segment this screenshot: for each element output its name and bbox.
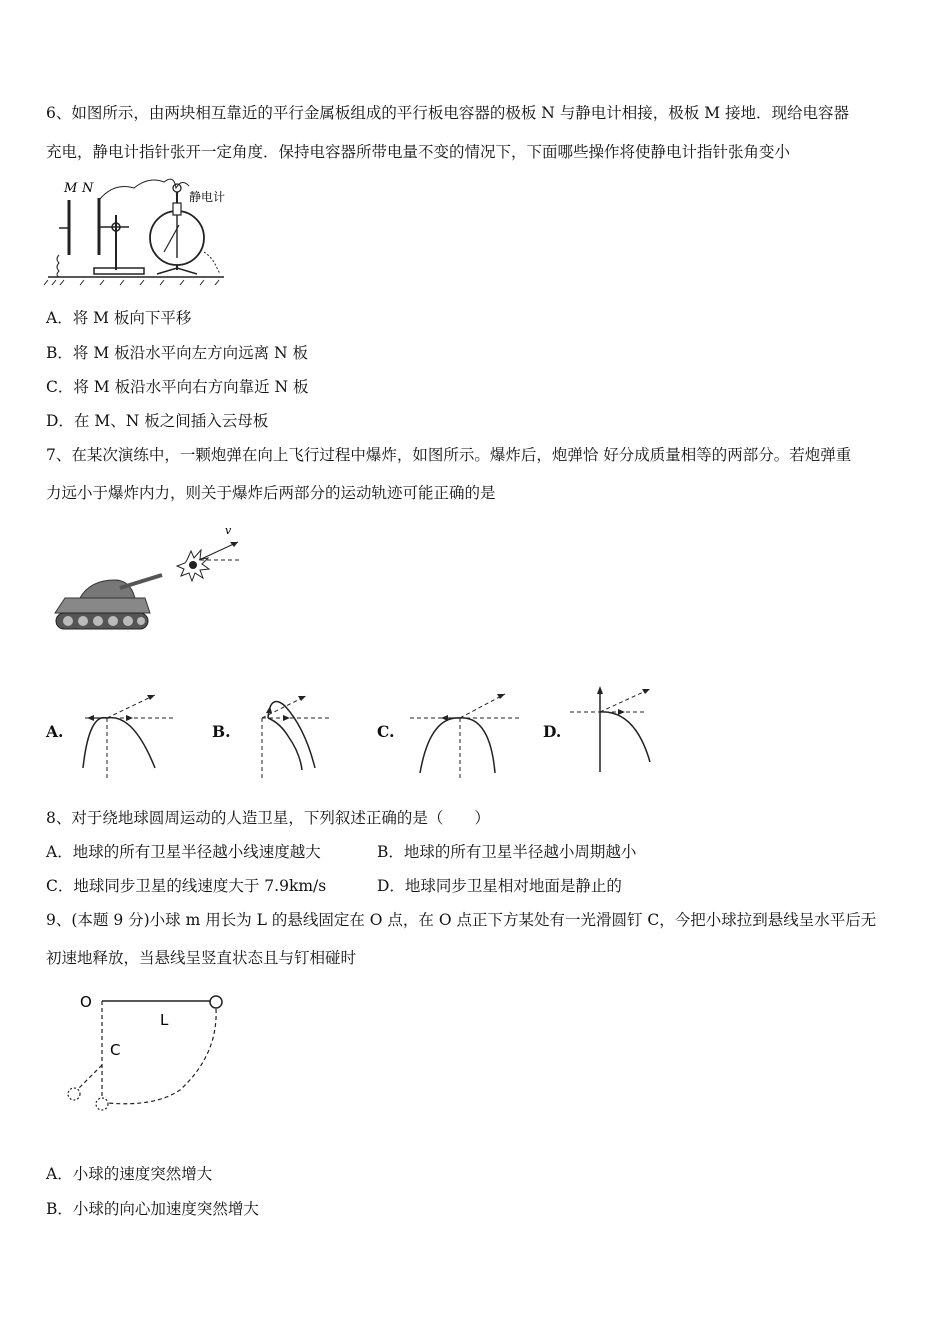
q9-stem-line1: 9、(本题 9 分)小球 m 用长为 L 的悬线固定在 O 点，在 O 点正下方某处有一光滑圆钉 C，今把小球拉到悬线呈水平后无 xyxy=(46,911,877,929)
q6-stem-line1: 6、如图所示，由两块相互靠近的平行金属板组成的平行板电容器的极板 N 与静电计相接，极板 M 接地．现给电容器 xyxy=(46,104,850,122)
q9-stem-line2: 初速地释放，当悬线呈竖直状态且与钉相碰时 xyxy=(46,949,357,967)
q7-option-d-label: D. xyxy=(543,722,562,741)
q6-option-b: B．将 M 板沿水平向左方向远离 N 板 xyxy=(46,344,309,362)
q7-option-c-figure xyxy=(405,688,525,783)
nail-c-label: C xyxy=(110,1041,121,1059)
plate-n-label: N xyxy=(82,181,94,196)
q7-option-b-label: B. xyxy=(212,722,231,741)
ball-swing-left xyxy=(68,1088,80,1100)
q8-stem: 8、对于绕地球圆周运动的人造卫星，下列叙述正确的是（ ） xyxy=(46,809,490,827)
tank-shell-figure xyxy=(50,518,250,638)
q7-option-a-label: A. xyxy=(46,722,64,741)
q7-stem-line2: 力远小于爆炸内力，则关于爆炸后两部分的运动轨迹可能正确的是 xyxy=(46,484,496,502)
ball-bottom xyxy=(96,1098,108,1110)
q8-option-c: C．地球同步卫星的线速度大于 7.9km/s xyxy=(46,877,327,895)
point-o-label: O xyxy=(80,993,92,1011)
q7-option-a-figure xyxy=(75,688,185,783)
plate-m-label: M xyxy=(64,181,78,196)
q9-option-a: A．小球的速度突然增大 xyxy=(46,1165,213,1183)
q8-option-a: A．地球的所有卫星半径越小线速度越大 xyxy=(46,843,321,861)
q8-option-b: B．地球的所有卫星半径越小周期越小 xyxy=(377,843,637,861)
q8-option-d: D．地球同步卫星相对地面是静止的 xyxy=(377,877,622,895)
pendulum-figure xyxy=(60,985,240,1120)
q6-option-d: D．在 M、N 板之间插入云母板 xyxy=(46,412,269,430)
tank-body xyxy=(55,598,150,613)
q6-option-a: A．将 M 板向下平移 xyxy=(46,309,192,327)
q7-option-d-figure xyxy=(565,682,665,777)
electrometer-label: 静电计 xyxy=(189,190,226,204)
q7-option-b-figure xyxy=(240,688,350,783)
q7-stem-line1: 7、在某次演练中，一颗炮弹在向上飞行过程中爆炸，如图所示。爆炸后，炮弹恰 好分成质量相等的两部分。若炮弹重 xyxy=(46,446,852,464)
ball-start xyxy=(210,996,222,1008)
capacitor-electrometer-figure xyxy=(44,170,234,285)
velocity-label: v xyxy=(225,524,232,537)
q6-option-c: C．将 M 板沿水平向右方向靠近 N 板 xyxy=(46,378,309,396)
q6-stem-line2: 充电，静电计指针张开一定角度．保持电容器所带电量不变的情况下，下面哪些操作将使静电计指针张角变小 xyxy=(46,143,791,161)
tank-barrel xyxy=(120,575,162,588)
q9-option-b: B．小球的向心加速度突然增大 xyxy=(46,1200,259,1218)
length-l-label: L xyxy=(160,1011,169,1029)
q7-option-c-label: C. xyxy=(377,722,395,741)
